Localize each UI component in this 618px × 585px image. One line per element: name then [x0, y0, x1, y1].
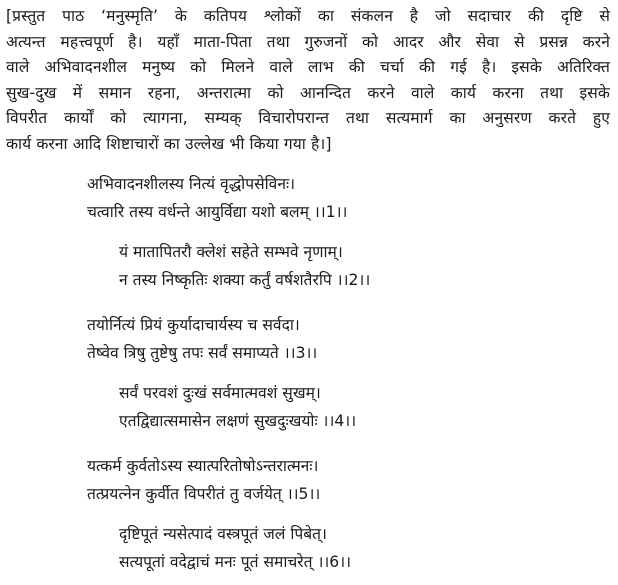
- verse-5: [87, 452, 320, 508]
- verse-line: तेष्वेव त्रिषु तुष्टेषु तपः सर्वं समाप्यते ।।3।।: [87, 344, 318, 362]
- verse-line: एतद्विद्यात्समासेन लक्षणं सुखदुःखयोः ।।4।।: [119, 412, 357, 430]
- intro-line: अत्यन्त महत्त्वपूर्ण है। यहाँ माता-पिता तथा गुरुजनों को आदर और सेवा से प्रसन्न करने: [6, 32, 610, 51]
- verse-line: दृष्टिपूतं न्यसेत्पादं वस्त्रपूतं जलं पिबेत्।: [119, 525, 327, 543]
- intro-line: विपरीत कार्यों को त्यागना, सम्यक् विचारोपरान्त तथा सत्यमार्ग का अनुसरण करते हुए: [6, 109, 610, 128]
- intro-line: सुख-दुख में समान रहना, अन्तरात्मा को आनन्दित करने वाले कार्य करना तथा इसके: [6, 83, 610, 102]
- verse-4: [119, 379, 356, 435]
- intro-paragraph: [6, 4, 610, 158]
- verse-line: न तस्य निष्कृतिः शक्या कर्तुं वर्षशतैरपि ।।2।।: [119, 271, 371, 289]
- verse-2: [119, 238, 370, 294]
- intro-line: [प्रस्तुत पाठ ‘मनुस्मृति’ के कतिपय श्लोकों का संकलन है जो सदाचार की दृष्टि से: [6, 7, 610, 25]
- verse-line: अभिवादनशीलस्य नित्यं वृद्धोपसेविनः।: [87, 175, 296, 193]
- verse-line: यत्कर्म कुर्वतोऽस्य स्यात्परितोषोऽन्तरात्मनः।: [87, 457, 319, 475]
- verse-line: यं मातापितरौ क्लेशं सहेते सम्भवे नृणाम्।: [119, 243, 343, 261]
- intro-line: कार्य करना आदि शिष्टाचारों का उल्लेख भी किया गया है।]: [6, 134, 332, 153]
- verse-line: चत्वारि तस्य वर्धन्ते आयुर्विद्या यशो बलम् ।।1।।: [87, 203, 348, 221]
- verse-line: तयोर्नित्यं प्रियं कुर्यादाचार्यस्य च सर्वदा।: [87, 316, 300, 334]
- verse-line: सत्यपूतां वदेद्वाचं मनः पूतं समाचरेत् ।।6।।: [119, 553, 352, 571]
- verse-1: [87, 170, 347, 226]
- verse-line: सर्वं परवशं दुःखं सर्वमात्मवशं सुखम्।: [119, 384, 321, 402]
- intro-line: वाले अभिवादनशील मनुष्य को मिलने वाले लाभ की चर्चा की गई है। इसके अतिरिक्त: [6, 58, 610, 77]
- verse-3: [87, 311, 317, 367]
- verse-line: तत्प्रयत्नेन कुर्वीत विपरीतं तु वर्जयेत् ।।5।।: [87, 485, 321, 503]
- verse-6: [119, 520, 351, 576]
